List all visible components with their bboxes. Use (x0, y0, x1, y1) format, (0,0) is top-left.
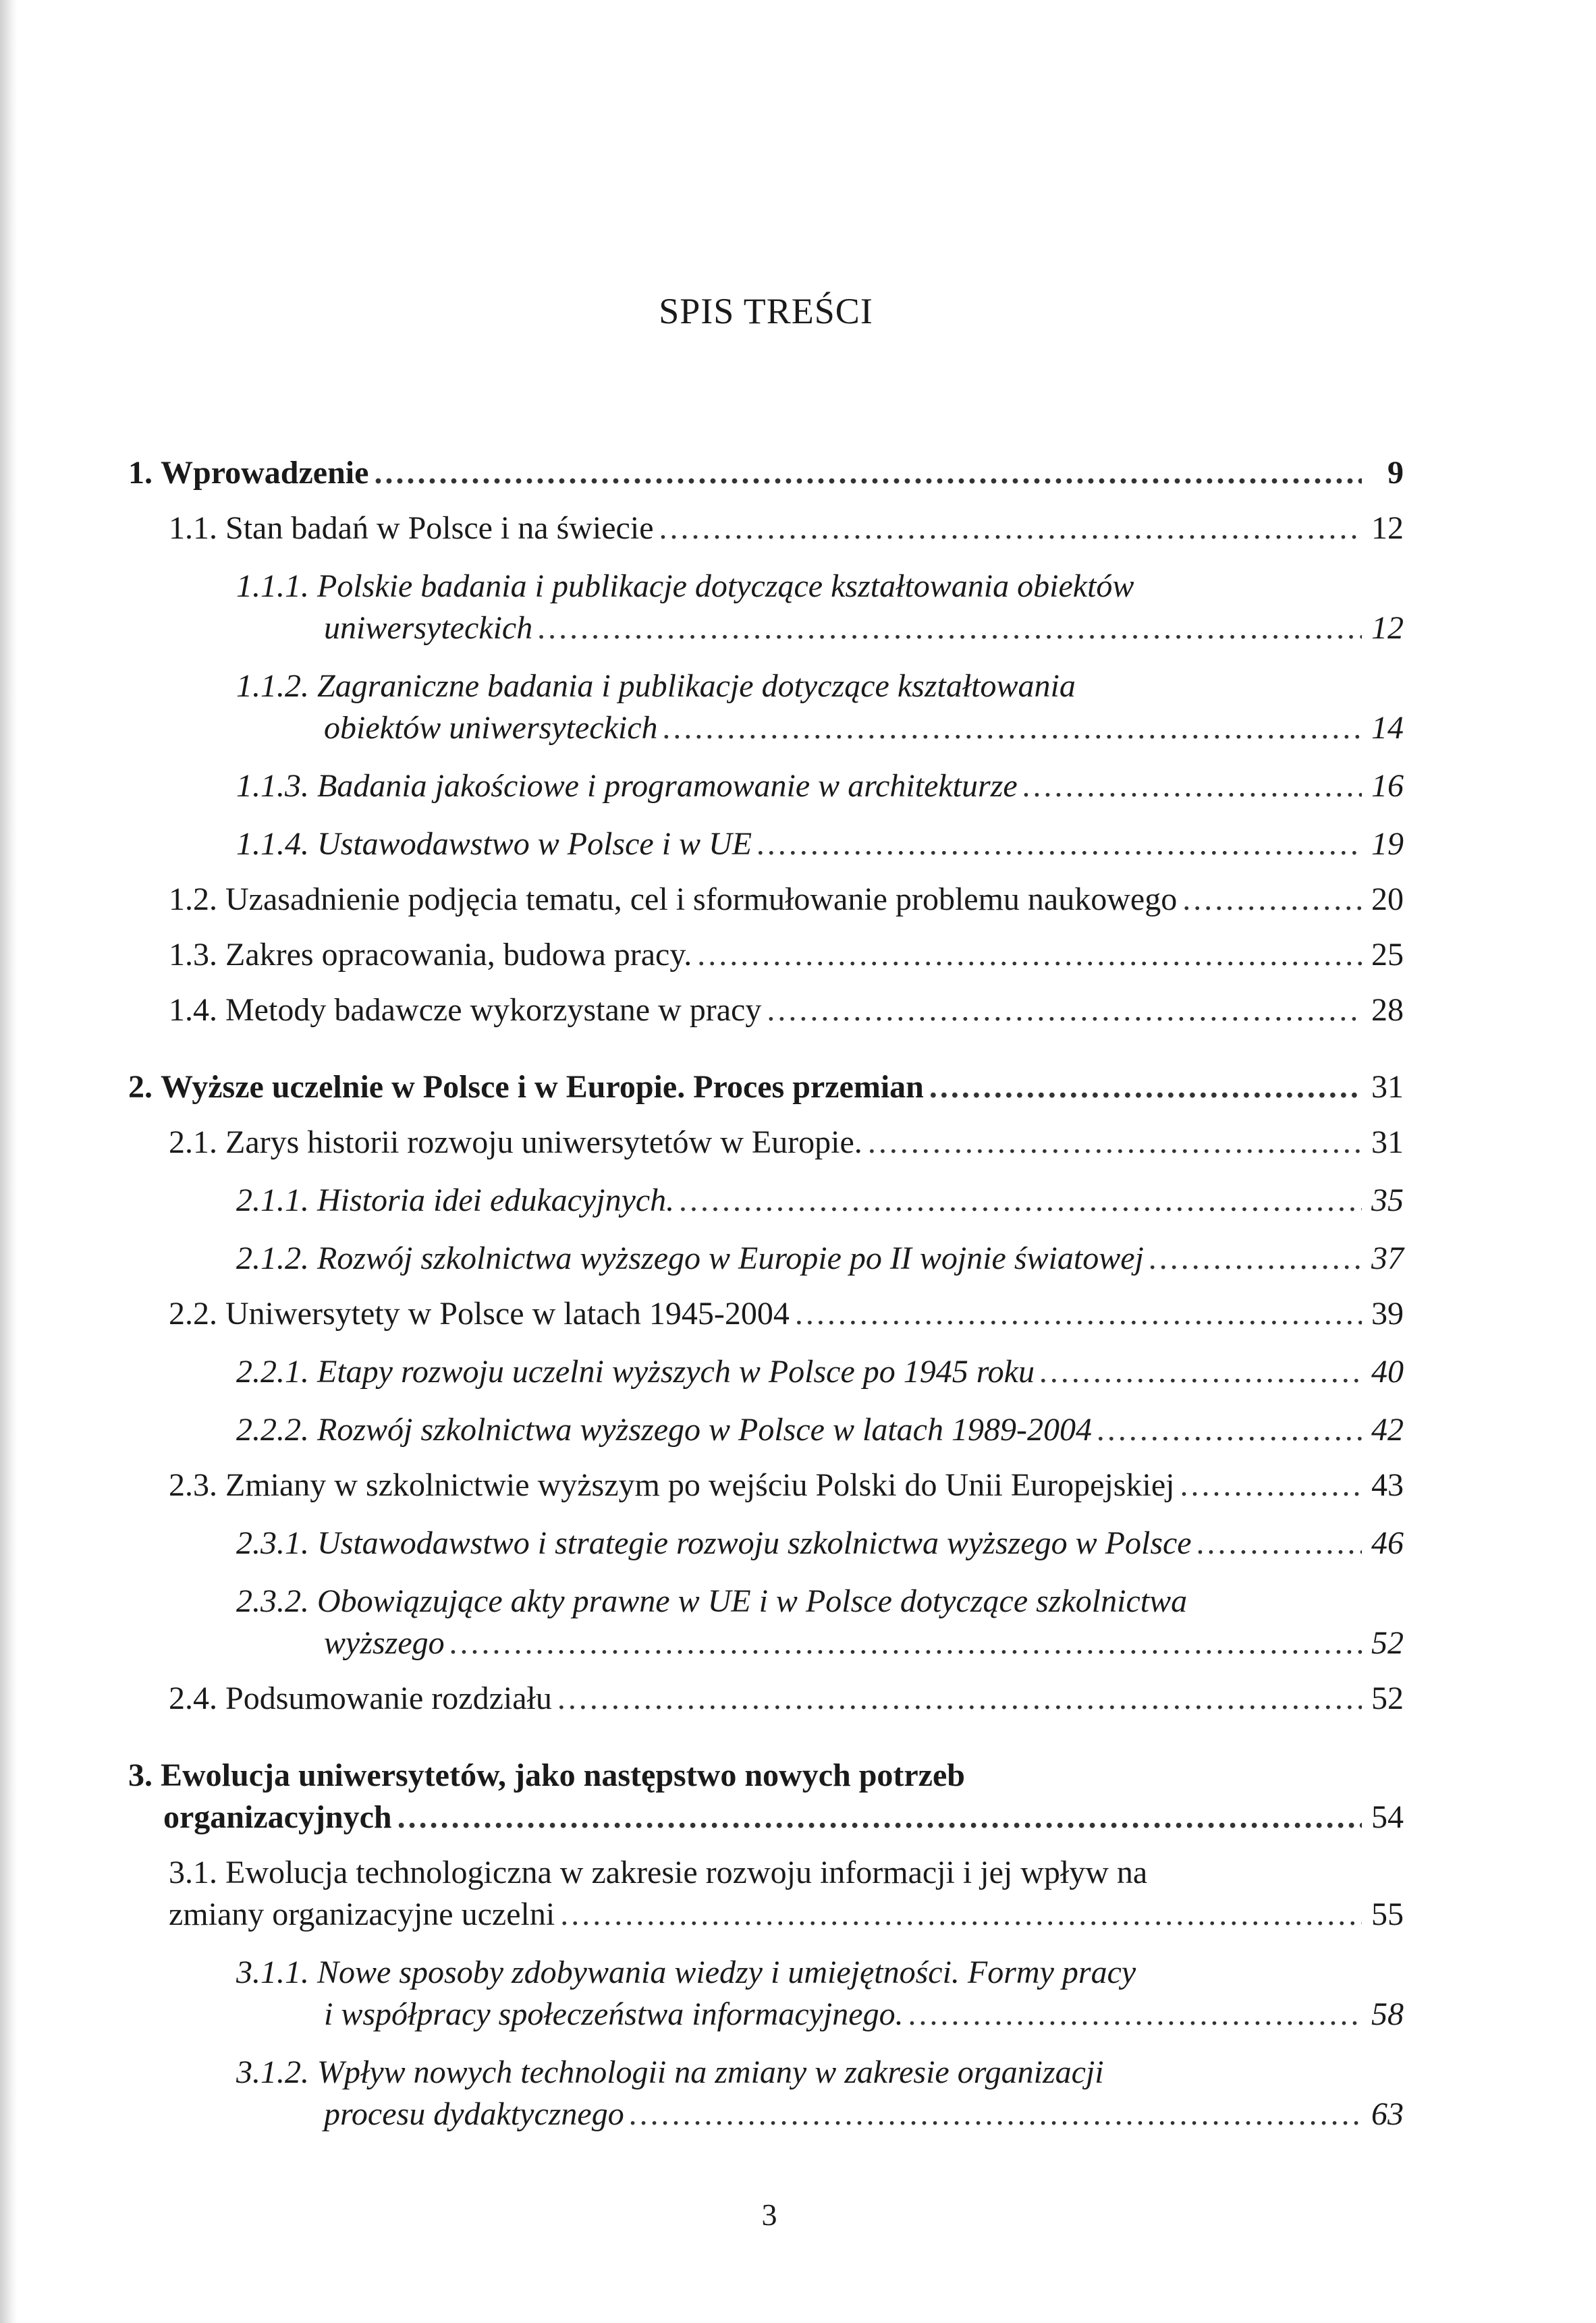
entry-page: 52 (1371, 1625, 1404, 1661)
toc-entry-1-1-1[interactable] (236, 566, 1404, 649)
entry-page: 63 (1371, 2096, 1404, 2132)
page-title: SPIS TREŚCI (659, 291, 873, 331)
entry-page: 58 (1371, 1996, 1404, 2032)
entry-number: 2.3. (169, 1467, 217, 1503)
entry-number: 2.1. (169, 1124, 217, 1160)
dot-leader (1040, 1351, 1362, 1393)
dot-leader (757, 823, 1362, 865)
entry-title: Podsumowanie rozdziału (225, 1680, 552, 1716)
dot-leader (767, 989, 1362, 1031)
entry-page: 54 (1371, 1799, 1404, 1835)
entry-number: 1.3. (169, 937, 217, 973)
entry-page: 35 (1371, 1182, 1404, 1218)
entry-number: 2.2. (169, 1296, 217, 1332)
entry-title: Nowe sposoby zdobywania wiedzy i umiejętności. Formy pracy (317, 1955, 1136, 1990)
toc-entry-2-1[interactable] (169, 1122, 1404, 1164)
toc-entry-1-1[interactable] (169, 508, 1404, 549)
dot-leader (630, 2094, 1362, 2135)
entry-title: Zmiany w szkolnictwie wyższym po wejściu Polski do Unii Europejskiej (225, 1467, 1175, 1503)
entry-page: 43 (1371, 1467, 1404, 1503)
entry-title: Ewolucja uniwersytetów, jako następstwo nowych potrzeb (161, 1757, 965, 1793)
entry-page: 28 (1371, 992, 1404, 1028)
entry-page: 39 (1371, 1296, 1404, 1332)
toc-entry-1-1-2[interactable] (236, 665, 1404, 749)
entry-title: Zakres opracowania, budowa pracy. (225, 937, 692, 973)
dot-leader (697, 934, 1362, 976)
entry-number: 2. (128, 1069, 153, 1105)
entry-title: Stan badań w Polsce i na świecie (225, 510, 654, 546)
toc-entry-2-2[interactable] (169, 1293, 1404, 1335)
toc-entry-2-2-1[interactable] (236, 1351, 1404, 1393)
entry-title: Uzasadnienie podjęcia tematu, cel i sformułowanie problemu naukowego (225, 881, 1178, 917)
entry-number: 2.4. (169, 1680, 217, 1716)
entry-number: 2.3.2. (236, 1583, 309, 1619)
entry-title-continued: wyższego (324, 1625, 445, 1661)
entry-page: 20 (1371, 881, 1404, 917)
dot-leader (663, 707, 1362, 749)
entry-number: 3.1.1. (236, 1955, 309, 1990)
toc-entry-3-1-1[interactable] (236, 1952, 1404, 2035)
entry-page: 31 (1371, 1124, 1404, 1160)
entry-number: 2.1.1. (236, 1182, 309, 1218)
entry-title: Zarys historii rozwoju uniwersytetów w Europie. (225, 1124, 862, 1160)
entry-title-continued: obiektów uniwersyteckich (324, 710, 658, 746)
toc-entry-3-1-2[interactable] (236, 2052, 1404, 2135)
entry-number: 1. (128, 455, 153, 491)
entry-page: 46 (1371, 1525, 1404, 1561)
dot-leader (929, 1066, 1362, 1108)
toc-entry-3[interactable] (128, 1755, 1404, 1838)
entry-title: Ustawodawstwo w Polsce i w UE (317, 826, 752, 862)
entry-page: 40 (1371, 1354, 1404, 1390)
entry-title: Ustawodawstwo i strategie rozwoju szkolnictwa wyższego w Polsce (317, 1525, 1192, 1561)
dot-leader (397, 1797, 1362, 1838)
entry-number: 2.3.1. (236, 1525, 309, 1561)
page-number: 3 (761, 2197, 777, 2232)
entry-number: 2.2.1. (236, 1354, 309, 1390)
entry-title: Wpływ nowych technologii na zmiany w zakresie organizacji (317, 2054, 1104, 2090)
entry-page: 25 (1371, 937, 1404, 973)
toc-entry-2-2-2[interactable] (236, 1409, 1404, 1451)
entry-number: 1.1.1. (236, 568, 309, 604)
entry-page: 16 (1371, 768, 1404, 804)
dot-leader (450, 1622, 1362, 1664)
entry-page: 55 (1371, 1896, 1404, 1932)
entry-title: Etapy rozwoju uczelni wyższych w Polsce po 1945 roku (317, 1354, 1035, 1390)
entry-page: 31 (1371, 1069, 1404, 1105)
entry-title: Historia idei edukacyjnych. (317, 1182, 675, 1218)
toc-entry-1-1-3[interactable] (236, 765, 1404, 807)
dot-leader (1149, 1238, 1362, 1280)
entry-title: Wprowadzenie (161, 455, 369, 491)
entry-number: 1.4. (169, 992, 217, 1028)
entry-number: 3.1. (169, 1855, 217, 1890)
entry-title: Uniwersytety w Polsce w latach 1945-2004 (225, 1296, 790, 1332)
dot-leader (374, 452, 1362, 494)
dot-leader (795, 1293, 1362, 1335)
toc-entry-1-1-4[interactable] (236, 823, 1404, 865)
entry-number: 1.1.2. (236, 668, 309, 704)
dot-leader (909, 1994, 1362, 2035)
entry-title-continued: procesu dydaktycznego (324, 2096, 624, 2132)
dot-leader (1197, 1523, 1362, 1564)
toc-entry-2-3[interactable] (169, 1465, 1404, 1506)
dot-leader (680, 1180, 1362, 1222)
toc-entry-2-3-1[interactable] (236, 1523, 1404, 1564)
entry-title: Obowiązujące akty prawne w UE i w Polsce dotyczące szkolnictwa (317, 1583, 1188, 1619)
dot-leader (1097, 1409, 1362, 1451)
toc-entry-2[interactable] (128, 1066, 1404, 1108)
entry-number: 2.1.2. (236, 1240, 309, 1276)
dot-leader (557, 1678, 1362, 1720)
entry-number: 3. (128, 1757, 153, 1793)
toc-entry-1-4[interactable] (169, 989, 1404, 1031)
dot-leader (1182, 879, 1362, 921)
dot-leader (1023, 765, 1362, 807)
entry-title: Rozwój szkolnictwa wyższego w Europie po II wojnie światowej (317, 1240, 1144, 1276)
entry-number: 1.1.3. (236, 768, 309, 804)
entry-number: 3.1.2. (236, 2054, 309, 2090)
entry-page: 12 (1371, 610, 1404, 646)
dot-leader (560, 1894, 1362, 1936)
entry-page: 14 (1371, 710, 1404, 746)
toc-entry-1-3[interactable] (169, 934, 1404, 976)
toc-entry-1-2[interactable] (169, 879, 1404, 921)
entry-number: 1.2. (169, 881, 217, 917)
entry-title-continued: uniwersyteckich (324, 610, 533, 646)
toc-entry-1[interactable] (128, 452, 1404, 494)
entry-page: 9 (1387, 455, 1404, 491)
entry-title-continued: organizacyjnych (163, 1799, 392, 1835)
entry-title: Polskie badania i publikacje dotyczące kształtowania obiektów (317, 568, 1134, 604)
entry-page: 19 (1371, 826, 1404, 862)
entry-page: 37 (1371, 1240, 1404, 1276)
dot-leader (868, 1122, 1362, 1164)
entry-title: Metody badawcze wykorzystane w pracy (225, 992, 762, 1028)
entry-title: Badania jakościowe i programowanie w architekturze (317, 768, 1018, 804)
entry-title: Zagraniczne badania i publikacje dotyczące kształtowania (317, 668, 1076, 704)
toc-entry-2-1-2[interactable] (236, 1238, 1404, 1280)
entry-number: 1.1.4. (236, 826, 309, 862)
entry-page: 52 (1371, 1680, 1404, 1716)
dot-leader (538, 607, 1362, 649)
toc-entry-2-3-2[interactable] (236, 1581, 1404, 1664)
toc-entry-2-1-1[interactable] (236, 1180, 1404, 1222)
entry-title: Wyższe uczelnie w Polsce i w Europie. Proces przemian (161, 1069, 924, 1105)
dot-leader (1180, 1465, 1362, 1506)
entry-title: Rozwój szkolnictwa wyższego w Polsce w latach 1989-2004 (317, 1412, 1092, 1448)
entry-page: 12 (1371, 510, 1404, 546)
entry-title: Ewolucja technologiczna w zakresie rozwoju informacji i jej wpływ na (225, 1855, 1148, 1890)
binding-shadow (0, 0, 18, 2323)
entry-page: 42 (1371, 1412, 1404, 1448)
toc-entry-3-1[interactable] (169, 1852, 1404, 1936)
entry-number: 1.1. (169, 510, 217, 546)
entry-number: 2.2.2. (236, 1412, 309, 1448)
entry-title-continued: i współpracy społeczeństwa informacyjnego. (324, 1996, 904, 2032)
table-of-contents (128, 452, 1404, 2135)
entry-title-continued: zmiany organizacyjne uczelni (169, 1896, 555, 1932)
toc-entry-2-4[interactable] (169, 1678, 1404, 1720)
dot-leader (659, 508, 1363, 549)
